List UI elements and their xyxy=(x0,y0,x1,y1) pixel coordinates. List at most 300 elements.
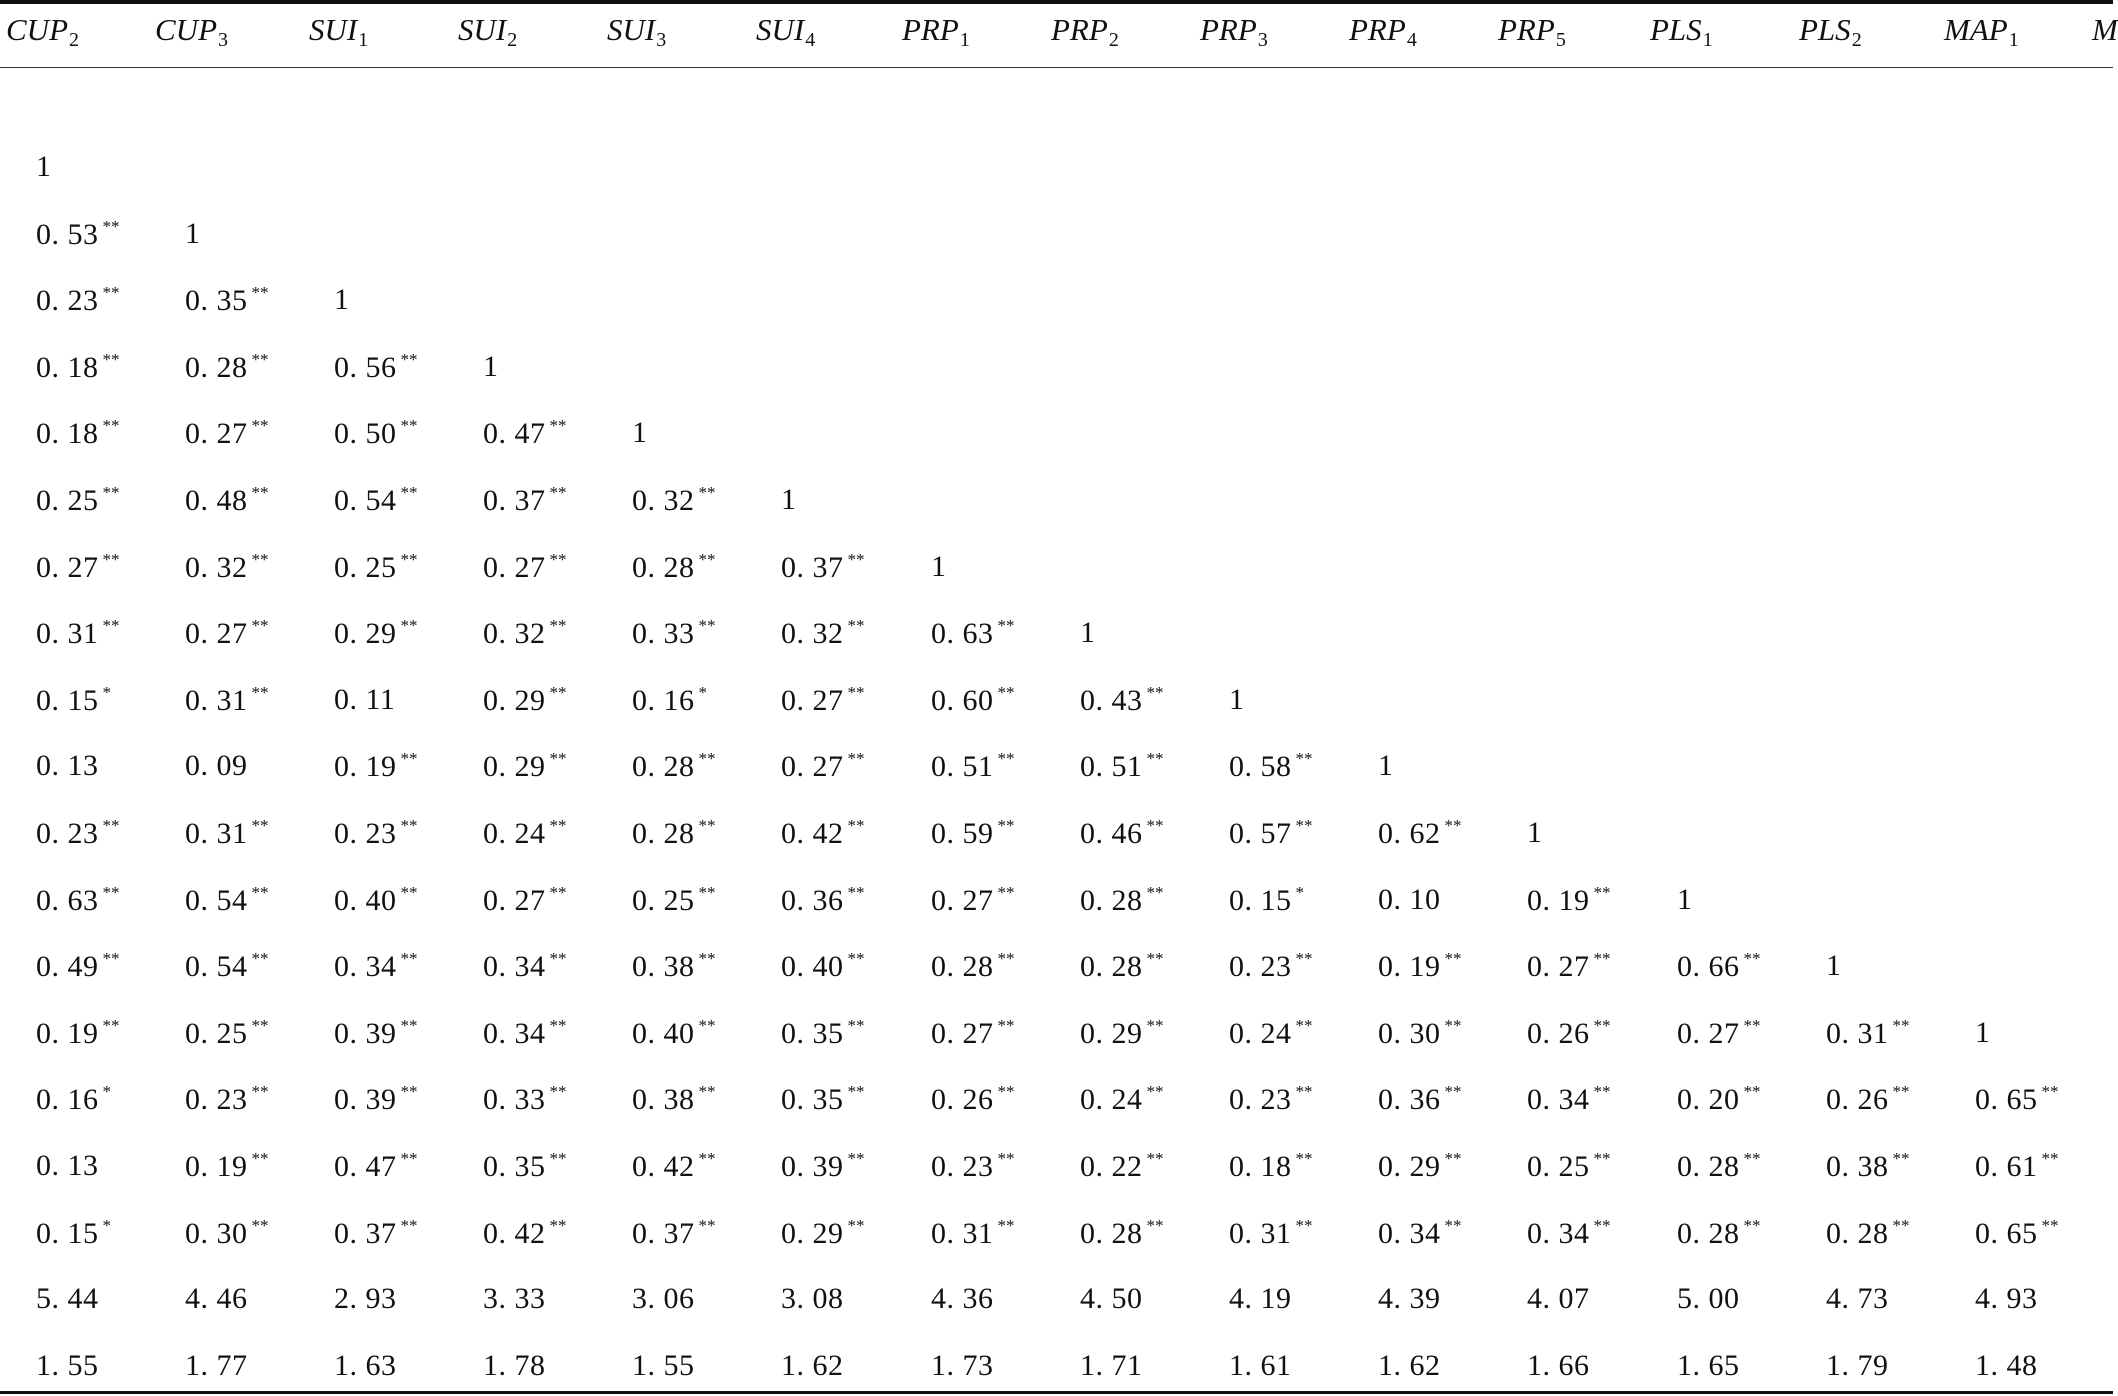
table-cell xyxy=(781,683,865,718)
significance-marker: ** xyxy=(847,682,865,702)
cell-value: 0. 27 xyxy=(781,683,844,717)
table-cell xyxy=(1527,1016,1611,1051)
cell-value: 0. 28 xyxy=(185,350,248,384)
cell-value: 1. 65 xyxy=(1677,1348,1740,1382)
cell-value: 0. 32 xyxy=(632,484,695,517)
table-cell xyxy=(185,416,269,451)
significance-marker: ** xyxy=(549,483,567,502)
cell-value: 0. 19 xyxy=(334,750,397,784)
table-cell xyxy=(483,483,567,518)
cell-value: 0. 39 xyxy=(781,1150,844,1183)
column-header xyxy=(2092,12,2118,48)
table-cell xyxy=(36,1149,99,1183)
cell-value: 0. 20 xyxy=(1677,1083,1740,1117)
table-cell xyxy=(334,1349,397,1383)
column-header-subscript: 2 xyxy=(1108,29,1119,51)
cell-value: 1. 79 xyxy=(1826,1348,1889,1382)
cell-value: 1. 73 xyxy=(931,1348,994,1382)
table-cell xyxy=(1826,1282,1889,1316)
significance-marker: ** xyxy=(102,816,120,835)
table-cell xyxy=(781,1216,865,1251)
table-cell xyxy=(781,1282,844,1316)
table-cell xyxy=(1229,1349,1292,1383)
table-cell xyxy=(1826,1216,1910,1251)
cell-value: 1 xyxy=(185,216,201,250)
significance-marker: ** xyxy=(549,416,567,436)
cell-value: 1. 66 xyxy=(1527,1348,1590,1382)
cell-value: 3. 33 xyxy=(483,1282,546,1316)
table-cell xyxy=(334,1282,397,1316)
cell-value: 0. 28 xyxy=(1677,1216,1740,1250)
cell-value: 5. 44 xyxy=(36,1282,99,1316)
cell-value: 1 xyxy=(1229,682,1245,716)
table-cell xyxy=(632,1149,716,1184)
table-cell xyxy=(781,616,865,651)
table-cell xyxy=(1080,749,1164,784)
cell-value: 0. 42 xyxy=(632,1150,695,1183)
table-cell xyxy=(185,483,269,518)
table-cell xyxy=(185,550,269,585)
table-cell xyxy=(781,816,865,851)
cell-value: 0. 28 xyxy=(1080,950,1143,984)
table-cell xyxy=(185,1282,248,1316)
cell-value: 0. 51 xyxy=(931,750,994,784)
significance-marker: ** xyxy=(549,949,567,969)
cell-value: 0. 24 xyxy=(1229,1016,1292,1050)
cell-value: 0. 32 xyxy=(781,617,844,651)
significance-marker: ** xyxy=(698,616,716,636)
table-cell xyxy=(483,683,567,718)
cell-value: 0. 26 xyxy=(931,1083,994,1117)
table-cell xyxy=(1826,1149,1910,1184)
cell-value: 0. 34 xyxy=(334,950,397,984)
cell-value: 0. 31 xyxy=(931,1216,994,1250)
table-cell xyxy=(1229,883,1304,918)
table-cell xyxy=(931,1282,994,1316)
significance-marker: ** xyxy=(1892,1149,1910,1168)
significance-marker: ** xyxy=(549,816,567,835)
table-cell xyxy=(483,350,499,384)
table-cell xyxy=(185,616,269,651)
column-header xyxy=(1349,12,1417,52)
cell-value: 0. 18 xyxy=(1229,1150,1292,1183)
table-cell xyxy=(36,749,99,783)
significance-marker: ** xyxy=(997,616,1015,636)
cell-value: 0. 40 xyxy=(632,1016,695,1050)
table-cell xyxy=(781,483,797,517)
significance-marker: ** xyxy=(847,549,865,569)
table-cell xyxy=(334,1082,418,1117)
table-cell xyxy=(931,749,1015,784)
cell-value: 4. 07 xyxy=(1527,1282,1590,1316)
table-cell xyxy=(1080,1016,1164,1051)
cell-value: 0. 25 xyxy=(36,484,99,517)
table-cell xyxy=(483,883,567,918)
cell-value: 0. 28 xyxy=(1677,1150,1740,1183)
table-cell xyxy=(36,616,120,651)
significance-marker: ** xyxy=(847,1015,865,1035)
cell-value: 0. 15 xyxy=(36,1216,99,1250)
cell-value: 0. 29 xyxy=(1080,1016,1143,1050)
significance-marker: ** xyxy=(1146,682,1164,702)
table-cell xyxy=(36,1216,111,1251)
significance-marker: * xyxy=(698,682,707,702)
significance-marker: ** xyxy=(1743,1082,1761,1102)
significance-marker: ** xyxy=(997,1149,1015,1168)
table-cell xyxy=(36,483,120,518)
table-cell xyxy=(1677,1149,1761,1184)
significance-marker: ** xyxy=(1593,1082,1611,1102)
significance-marker: ** xyxy=(997,882,1015,902)
cell-value: 0. 37 xyxy=(632,1216,695,1250)
significance-marker: ** xyxy=(549,882,567,902)
cell-value: 0. 40 xyxy=(781,950,844,984)
significance-marker: ** xyxy=(251,816,269,835)
cell-value: 1 xyxy=(334,283,350,317)
table-cell xyxy=(931,1149,1015,1184)
cell-value: 1 xyxy=(36,150,52,183)
table-cell xyxy=(632,1016,716,1051)
table-cell xyxy=(1229,1216,1313,1251)
significance-marker: ** xyxy=(1146,816,1164,835)
table-cell xyxy=(781,1016,865,1051)
cell-value: 0. 42 xyxy=(781,817,844,850)
table-cell xyxy=(931,949,1015,984)
cell-value: 0. 34 xyxy=(483,1016,546,1050)
significance-marker: ** xyxy=(2041,1215,2059,1235)
table-cell xyxy=(1677,1349,1740,1383)
cell-value: 0. 61 xyxy=(1975,1150,2038,1183)
significance-marker: ** xyxy=(1146,1215,1164,1235)
cell-value: 0. 09 xyxy=(185,749,248,783)
column-header-subscript: 5 xyxy=(1555,29,1566,51)
table-cell xyxy=(632,616,716,651)
column-header-name: CUP xyxy=(155,12,217,47)
table-cell xyxy=(1080,1149,1164,1184)
cell-value: 0. 60 xyxy=(931,683,994,717)
table-top-rule xyxy=(0,0,2113,4)
cell-value: 0. 28 xyxy=(632,817,695,850)
table-cell xyxy=(632,749,716,784)
table-cell xyxy=(1677,1082,1761,1117)
cell-value: 0. 35 xyxy=(483,1150,546,1183)
table-cell xyxy=(185,683,269,718)
column-header-name: SUI xyxy=(309,12,358,47)
cell-value: 0. 36 xyxy=(781,883,844,917)
cell-value: 0. 38 xyxy=(632,950,695,984)
cell-value: 0. 16 xyxy=(632,683,695,717)
table-cell xyxy=(1677,1216,1761,1251)
significance-marker: ** xyxy=(847,616,865,636)
significance-marker: ** xyxy=(400,1015,418,1035)
table-cell xyxy=(781,883,865,918)
table-bottom-rule xyxy=(0,1391,2113,1394)
significance-marker: ** xyxy=(102,416,120,436)
cell-value: 0. 51 xyxy=(1080,750,1143,784)
column-header xyxy=(607,12,666,52)
table-cell xyxy=(1975,1082,2059,1117)
table-cell xyxy=(36,550,120,585)
significance-marker: ** xyxy=(1743,1015,1761,1035)
table-cell xyxy=(1975,1282,2038,1316)
column-header xyxy=(756,12,815,52)
significance-marker: ** xyxy=(698,1149,716,1168)
significance-marker: ** xyxy=(251,1215,269,1235)
table-cell xyxy=(36,416,120,451)
significance-marker: ** xyxy=(251,682,269,702)
significance-marker: ** xyxy=(549,1015,567,1035)
table-cell xyxy=(1975,1016,1991,1050)
cell-value: 0. 30 xyxy=(185,1216,248,1250)
significance-marker: ** xyxy=(847,1082,865,1102)
significance-marker: ** xyxy=(1146,949,1164,969)
significance-marker: ** xyxy=(698,549,716,569)
significance-marker: ** xyxy=(1593,1015,1611,1035)
cell-value: 0. 35 xyxy=(781,1083,844,1117)
column-header-subscript: 4 xyxy=(805,29,816,51)
table-cell xyxy=(36,1349,99,1383)
table-cell xyxy=(931,816,1015,851)
table-cell xyxy=(1080,1349,1143,1383)
cell-value: 0. 58 xyxy=(1229,750,1292,784)
column-header-name: PRP xyxy=(902,12,959,47)
cell-value: 3. 08 xyxy=(781,1282,844,1316)
cell-value: 1 xyxy=(931,549,947,583)
significance-marker: ** xyxy=(251,616,269,636)
significance-marker: ** xyxy=(997,1015,1015,1035)
cell-value: 0. 29 xyxy=(1378,1150,1441,1183)
cell-value: 0. 27 xyxy=(931,1016,994,1050)
column-header-subscript: 3 xyxy=(656,29,667,51)
table-cell xyxy=(36,217,120,252)
significance-marker: ** xyxy=(1295,1215,1313,1235)
significance-marker: ** xyxy=(1593,1215,1611,1235)
table-cell xyxy=(1080,1216,1164,1251)
cell-value: 0. 47 xyxy=(483,417,546,451)
significance-marker: ** xyxy=(1444,1149,1462,1168)
significance-marker: ** xyxy=(847,1215,865,1235)
table-cell xyxy=(781,1349,844,1383)
cell-value: 0. 29 xyxy=(334,617,397,651)
column-header-subscript: 3 xyxy=(1257,29,1268,51)
significance-marker: ** xyxy=(102,949,120,969)
significance-marker: ** xyxy=(1146,882,1164,902)
table-cell xyxy=(1080,683,1164,718)
table-cell xyxy=(483,749,567,784)
cell-value: 0. 33 xyxy=(483,1083,546,1117)
cell-value: 0. 29 xyxy=(781,1216,844,1250)
column-header xyxy=(1200,12,1268,52)
significance-marker: ** xyxy=(2041,1082,2059,1102)
cell-value: 1 xyxy=(1527,816,1543,849)
significance-marker: ** xyxy=(1146,1082,1164,1102)
significance-marker: ** xyxy=(549,616,567,636)
significance-marker: ** xyxy=(251,1015,269,1035)
table-cell xyxy=(185,217,201,251)
table-cell xyxy=(483,1082,567,1117)
cell-value: 4. 39 xyxy=(1378,1282,1441,1316)
significance-marker: ** xyxy=(102,216,120,236)
significance-marker: ** xyxy=(997,949,1015,969)
table-cell xyxy=(185,1082,269,1117)
table-cell xyxy=(1378,1082,1462,1117)
cell-value: 0. 34 xyxy=(483,950,546,984)
significance-marker: ** xyxy=(251,949,269,969)
cell-value: 0. 18 xyxy=(36,350,99,384)
cell-value: 1 xyxy=(781,483,797,516)
table-cell xyxy=(1527,1149,1611,1184)
table-cell xyxy=(334,616,418,651)
cell-value: 1. 48 xyxy=(1975,1348,2038,1382)
cell-value: 0. 65 xyxy=(1975,1216,2038,1250)
significance-marker: ** xyxy=(102,616,120,636)
cell-value: 0. 37 xyxy=(483,484,546,517)
significance-marker: ** xyxy=(400,349,418,369)
table-cell xyxy=(36,883,120,918)
table-cell xyxy=(483,616,567,651)
significance-marker: ** xyxy=(2041,1149,2059,1168)
table-header-rule xyxy=(0,67,2113,68)
table-cell xyxy=(36,683,111,718)
cell-value: 0. 25 xyxy=(334,550,397,584)
significance-marker: ** xyxy=(102,283,120,303)
column-header-name: M xyxy=(2092,12,2118,47)
table-cell xyxy=(1826,1349,1889,1383)
cell-value: 1 xyxy=(483,349,499,383)
cell-value: 0. 26 xyxy=(1527,1016,1590,1050)
table-cell xyxy=(632,883,716,918)
cell-value: 0. 24 xyxy=(1080,1083,1143,1117)
cell-value: 0. 56 xyxy=(334,350,397,384)
column-header-name: PRP xyxy=(1498,12,1555,47)
cell-value: 0. 46 xyxy=(1080,817,1143,850)
table-cell xyxy=(1975,1149,2059,1184)
cell-value: 0. 23 xyxy=(1229,950,1292,984)
cell-value: 0. 29 xyxy=(483,750,546,784)
cell-value: 0. 39 xyxy=(334,1083,397,1117)
table-cell xyxy=(1527,1349,1590,1383)
cell-value: 0. 30 xyxy=(1378,1016,1441,1050)
cell-value: 0. 63 xyxy=(36,883,99,917)
cell-value: 0. 25 xyxy=(632,883,695,917)
cell-value: 0. 48 xyxy=(185,484,248,517)
table-cell xyxy=(1677,1016,1761,1051)
significance-marker: ** xyxy=(251,283,269,303)
table-cell xyxy=(632,1349,695,1383)
table-cell xyxy=(1378,1216,1462,1251)
table-cell xyxy=(36,816,120,851)
table-cell xyxy=(185,883,269,918)
cell-value: 0. 22 xyxy=(1080,1150,1143,1183)
cell-value: 1. 62 xyxy=(1378,1348,1441,1382)
table-cell xyxy=(1229,1016,1313,1051)
column-header-subscript: 4 xyxy=(1406,29,1417,51)
cell-value: 1 xyxy=(632,416,648,450)
significance-marker: ** xyxy=(847,749,865,769)
cell-value: 3. 06 xyxy=(632,1282,695,1316)
column-header-subscript: 1 xyxy=(358,29,369,51)
table-cell xyxy=(781,1149,865,1184)
cell-value: 0. 16 xyxy=(36,1083,99,1117)
cell-value: 0. 32 xyxy=(483,617,546,651)
table-cell xyxy=(632,1082,716,1117)
significance-marker: ** xyxy=(102,549,120,569)
cell-value: 0. 23 xyxy=(931,1150,994,1183)
significance-marker: ** xyxy=(1892,1082,1910,1102)
cell-value: 0. 27 xyxy=(483,883,546,917)
significance-marker: ** xyxy=(698,1082,716,1102)
column-header-name: SUI xyxy=(756,12,805,47)
table-cell xyxy=(1229,1149,1313,1184)
significance-marker: ** xyxy=(400,1149,418,1168)
table-cell xyxy=(1229,749,1313,784)
cell-value: 0. 35 xyxy=(185,284,248,318)
column-header-subscript: 2 xyxy=(507,29,518,51)
significance-marker: ** xyxy=(698,949,716,969)
cell-value: 0. 35 xyxy=(781,1016,844,1050)
significance-marker: ** xyxy=(1295,1015,1313,1035)
table-cell xyxy=(781,1082,865,1117)
significance-marker: ** xyxy=(1593,949,1611,969)
significance-marker: ** xyxy=(549,749,567,769)
table-cell xyxy=(483,949,567,984)
significance-marker: ** xyxy=(102,349,120,369)
table-cell xyxy=(334,416,418,451)
column-header xyxy=(155,12,228,52)
cell-value: 1 xyxy=(1080,616,1096,650)
table-cell xyxy=(334,350,418,385)
table-cell xyxy=(36,1016,120,1051)
significance-marker: ** xyxy=(1295,949,1313,969)
cell-value: 0. 34 xyxy=(1527,1216,1590,1250)
table-cell xyxy=(632,416,648,450)
cell-value: 0. 11 xyxy=(334,682,396,716)
table-cell xyxy=(1677,949,1761,984)
table-cell xyxy=(483,1349,546,1383)
cell-value: 0. 38 xyxy=(1826,1150,1889,1183)
column-header-name: SUI xyxy=(607,12,656,47)
significance-marker: ** xyxy=(400,549,418,569)
cell-value: 1. 61 xyxy=(1229,1348,1292,1382)
table-cell xyxy=(781,949,865,984)
table-cell xyxy=(185,350,269,385)
significance-marker: ** xyxy=(1444,816,1462,835)
table-cell xyxy=(1677,883,1693,917)
table-cell xyxy=(1229,683,1245,717)
cell-value: 0. 10 xyxy=(1378,882,1441,916)
table-cell xyxy=(1229,1082,1313,1117)
cell-value: 1. 71 xyxy=(1080,1348,1143,1382)
cell-value: 0. 59 xyxy=(931,817,994,850)
cell-value: 0. 32 xyxy=(185,550,248,584)
cell-value: 1. 55 xyxy=(632,1348,695,1382)
table-cell xyxy=(931,1216,1015,1251)
cell-value: 0. 42 xyxy=(483,1216,546,1250)
table-cell xyxy=(1378,883,1441,917)
significance-marker: ** xyxy=(997,816,1015,835)
cell-value: 1. 78 xyxy=(483,1348,546,1382)
table-cell xyxy=(1826,1016,1910,1051)
table-cell xyxy=(334,749,418,784)
table-cell xyxy=(185,749,248,783)
significance-marker: ** xyxy=(997,1215,1015,1235)
table-cell xyxy=(1378,1282,1441,1316)
significance-marker: ** xyxy=(1444,1215,1462,1235)
significance-marker: ** xyxy=(549,549,567,569)
cell-value: 0. 19 xyxy=(36,1016,99,1050)
significance-marker: ** xyxy=(1295,1082,1313,1102)
column-header-name: CUP xyxy=(6,12,68,47)
